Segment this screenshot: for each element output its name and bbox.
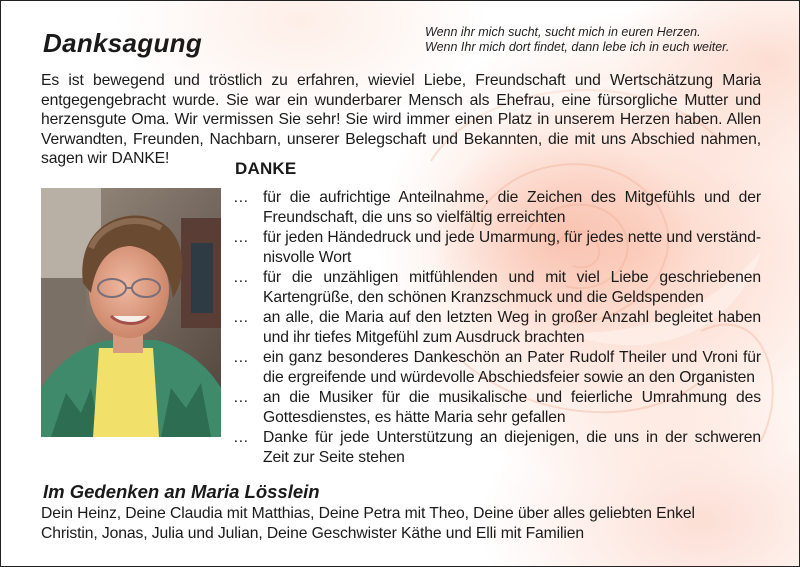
- intro-line: sagen wir DANKE!: [41, 150, 170, 167]
- list-item-text: die ergreifende und würdevolle Abschiedsfeier sowie an den Organisten: [263, 369, 755, 386]
- quote-line: Wenn Ihr mich dort findet, dann lebe ich in euch weiter.: [425, 40, 730, 54]
- thanks-list: [233, 188, 761, 468]
- family-signature: [41, 504, 695, 544]
- list-item: [233, 428, 761, 468]
- ellipsis: …: [233, 389, 249, 406]
- list-item: [233, 228, 761, 268]
- intro-line: entgegengebracht wurde. Sie war ein wunderbarer Mensch als Ehefrau, eine fürsorgliche Mutter und: [41, 91, 761, 109]
- list-item-text: Danke für jede Unterstützung an diejenigen, die uns in der schweren: [263, 429, 761, 446]
- quote-line: Wenn ihr mich sucht, sucht mich in euren Herzen.: [425, 25, 701, 39]
- list-item-text: für die aufrichtige Anteilnahme, die Zeichen des Mitgefühls und der: [263, 189, 761, 206]
- list-item: [233, 308, 761, 348]
- ellipsis: …: [233, 429, 249, 446]
- list-item-text: ein ganz besonderes Dankeschön an Pater Rudolf Theiler und Vroni für: [263, 349, 761, 366]
- ellipsis: …: [233, 349, 249, 366]
- list-item-text: nisvolle Wort: [263, 249, 352, 266]
- list-item: [233, 388, 761, 428]
- ellipsis: …: [233, 189, 249, 206]
- list-item-text: an alle, die Maria auf den letzten Weg in großer Anzahl begleitet haben: [263, 309, 761, 326]
- list-item-text: Kartengrüße, den schönen Kranzschmuck und die Geldspenden: [263, 289, 704, 306]
- intro-line: Verwandten, Freunden, Nachbarn, unserer Belegschaft und Bekannten, die mit uns Abschied nahmen,: [41, 130, 761, 148]
- family-line: Dein Heinz, Deine Claudia mit Matthias, Deine Petra mit Theo, Deine über alles geliebten Enkel: [41, 505, 695, 522]
- intro-line: Es ist bewegend und tröstlich zu erfahren, wieviel Liebe, Freundschaft und Wertschätzung Maria: [41, 72, 761, 89]
- portrait-photo-icon: [41, 188, 221, 437]
- danke-heading: DANKE: [235, 159, 297, 178]
- intro-text: [41, 71, 761, 169]
- memorial-title: Im Gedenken an Maria Lösslein: [43, 481, 320, 502]
- list-item-text: Zeit zur Seite stehen: [263, 449, 405, 466]
- list-item: [233, 348, 761, 388]
- list-item-text: für die unzähligen mitfühlenden und mit viel Liebe geschriebenen: [263, 269, 761, 286]
- ellipsis: …: [233, 269, 249, 286]
- list-item-text: und ihr tiefes Mitgefühl zum Ausdruck brachten: [263, 329, 585, 346]
- list-item-text: Freundschaft, die uns so vielfältig erreichten: [263, 209, 566, 226]
- list-item-text: an die Musiker für die musikalische und feierliche Umrahmung des: [263, 389, 761, 406]
- list-item: [233, 188, 761, 228]
- intro-line: herzensgute Oma. Wir vermissen Sie sehr! Sie wird immer einen Platz in unserem Herzen haben. Allen: [41, 111, 761, 128]
- quote: [425, 25, 729, 55]
- list-item-text: für jeden Händedruck und jede Umarmung, für jedes nette und verständ-: [263, 229, 762, 246]
- page-title: Danksagung: [43, 28, 203, 58]
- list-item: [233, 268, 761, 308]
- family-line: Christin, Jonas, Julia und Julian, Deine Geschwister Käthe und Elli mit Familien: [41, 525, 585, 542]
- ellipsis: …: [233, 229, 249, 246]
- list-item-text: Gottesdienstes, es hätte Maria sehr gefallen: [263, 409, 566, 426]
- ellipsis: …: [233, 309, 249, 326]
- portrait-photo: [41, 188, 221, 437]
